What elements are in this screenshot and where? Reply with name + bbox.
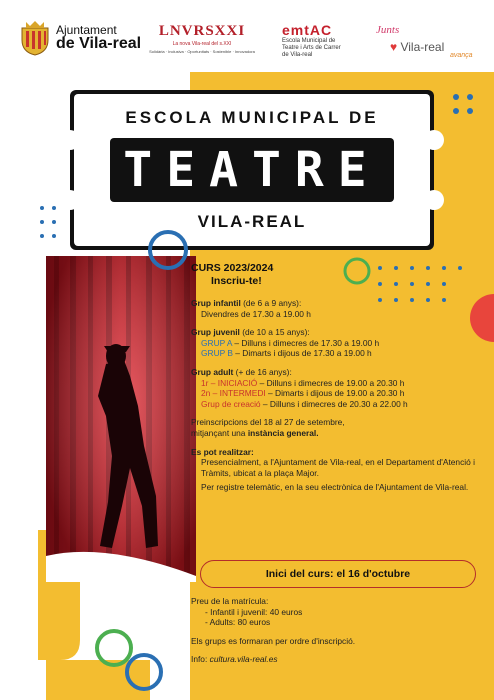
group-adult-ages: (+ de 16 anys): (235, 366, 292, 377)
info-label: Info: (191, 654, 210, 665)
ticket-notch-right (424, 130, 444, 150)
dots-top-right (448, 90, 478, 120)
title-ticket (70, 90, 434, 250)
lnvrsxxi-subtitle: La nova Vila-real del s.XXI (172, 41, 232, 47)
stage-curtain-image (46, 256, 196, 582)
preinscription-line1: Preinscripcions del 18 al 27 de setembre, (191, 417, 345, 428)
group-juvenil-heading (191, 327, 487, 338)
group-adult-heading (191, 367, 487, 378)
group-adult-3 (191, 399, 487, 410)
emtac-line2: Teatre i Arts de Carrer (282, 44, 341, 51)
junts-heart-icon: ♥ (390, 40, 401, 54)
blue-circle-decor (146, 228, 190, 272)
group-juvenil-b (191, 348, 487, 359)
price-item-2: - Adults: 80 euros (205, 617, 271, 628)
junts-line3: avança (450, 52, 473, 59)
ticket-inner (74, 94, 430, 246)
group-adult-1 (191, 378, 487, 389)
group-juvenil-label: Grup juvenil (191, 327, 240, 338)
group-infantil-heading (191, 298, 487, 309)
coat-of-arms-icon (18, 20, 52, 56)
group-infantil-ages: (de 6 a 9 anys): (243, 298, 302, 308)
group-b-name: GRUP B (201, 348, 233, 359)
junts-logo (376, 24, 473, 59)
group-a-schedule: – Dilluns i dimecres de 17.30 a 19.00 h (234, 337, 380, 348)
ajuntament-logo (18, 20, 141, 56)
logo-header (0, 0, 494, 72)
ajuntament-line2: de Vila-real (56, 35, 142, 52)
course-title: CURS 2023/2024 (191, 262, 274, 274)
how-telematic: Per registre telemàtic, en la seu electrònica de l'Ajuntament de Vila-real. (201, 482, 469, 493)
price-item-1: - Infantil i juvenil: 40 euros (205, 606, 303, 617)
how-presencial: Presencialment, a l'Ajuntament de Vila-real, en el Departament d'Atenció i Tràmits, ubicat a la plaça Major. (201, 457, 475, 478)
group-infantil-schedule: Divendres de 17.30 a 19.00 h (201, 308, 311, 319)
banner-line3: VILA-REAL (197, 212, 307, 231)
junts-line1: Junts (376, 24, 400, 36)
lnvrsxxi-tagline: Solidària · Inclusiva · Oportunitats · Sostenible · Innovadora (149, 49, 255, 54)
course-start-box: Inici del curs: el 16 d'octubre (200, 560, 476, 588)
emtac-line3: de Vila-real (282, 51, 313, 58)
adult-3-name: Grup de creació (201, 398, 261, 409)
preinscription-pre: mitjançant una (191, 427, 248, 438)
ajuntament-line1: Ajuntament (56, 23, 117, 37)
emtac-title: emtAC (282, 22, 333, 38)
course-subtitle: Inscriu-te! (211, 275, 262, 287)
banner-title-bar (110, 138, 394, 202)
price-info (191, 596, 487, 665)
lnvrsxxi-title: LNVRSXXI (158, 23, 246, 39)
adult-2-name: 2n – INTERMEDI (201, 388, 266, 399)
info-link[interactable]: cultura.vila-real.es (209, 654, 278, 665)
preinscription-line2 (191, 428, 487, 439)
banner-line1: ESCOLA MUNICIPAL DE (125, 108, 379, 127)
order-note: Els grups es formaran per ordre d'inscripció. (191, 635, 356, 646)
group-juvenil-a (191, 338, 487, 349)
adult-2-schedule: – Dimarts i dijous de 19.00 a 20.30 h (268, 388, 405, 399)
group-juvenil-ages: (de 10 a 15 anys): (242, 327, 310, 338)
lnvrsxxi-logo (148, 24, 256, 54)
group-infantil-label: Grup infantil (191, 298, 241, 308)
info-line (191, 654, 487, 665)
course-info (191, 262, 487, 493)
group-adult-label: Grup adult (191, 366, 234, 377)
junts-vilareal: Vila-real (400, 40, 445, 54)
ticket-notch-left (60, 130, 80, 150)
group-adult-2 (191, 388, 487, 399)
how-title: Es pot realitzar: (191, 446, 254, 457)
banner-title: TEATRE (123, 142, 381, 198)
ticket-notch-right-2 (424, 190, 444, 210)
price-title: Preu de la matrícula: (191, 596, 269, 606)
blue-circle-bottom (122, 650, 166, 694)
emtac-line1: Escola Municipal de (282, 38, 336, 44)
adult-1-name: 1r – INICIACIÓ (201, 377, 258, 388)
group-a-name: GRUP A (201, 337, 233, 348)
emtac-logo (282, 22, 341, 59)
preinscription-bold: instància general. (247, 427, 319, 438)
adult-1-schedule: – Dilluns i dimecres de 19.00 a 20.30 h (259, 377, 405, 388)
adult-3-schedule: – Dilluns i dimecres de 20.30 a 22.00 h (262, 398, 408, 409)
group-b-schedule: – Dimarts i dijous de 17.30 a 19.00 h (235, 348, 372, 359)
